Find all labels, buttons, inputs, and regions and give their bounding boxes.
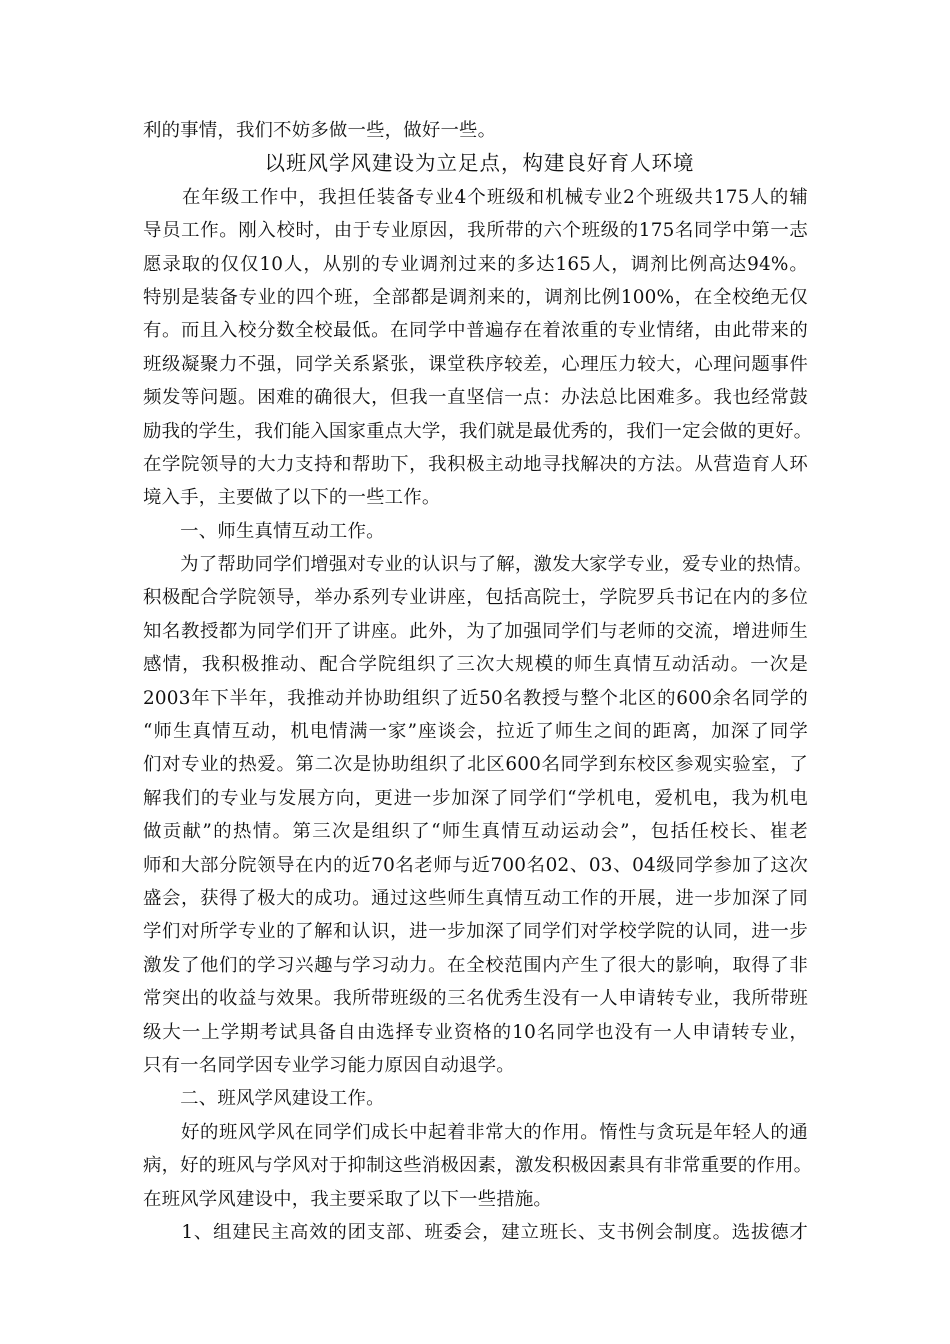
text-line: 愿录取的仅仅10人，从别的专业调剂过来的多达165人，调剂比例高达94%。 — [143, 253, 808, 275]
paragraph-measure-1 — [143, 1216, 808, 1249]
paragraph-teacher-student — [143, 548, 813, 1082]
text-line: 师和大部分院领导在内的近70名老师与近700名02、03、04级同学参加了这次 — [143, 854, 808, 876]
text-line: 特别是装备专业的四个班，全部都是调剂来的，调剂比例100%，在全校绝无仅 — [143, 286, 808, 308]
text-line: 病，好的班风与学风对于抑制这些消极因素，激发积极因素具有非常重要的作用。 — [143, 1155, 813, 1177]
text-line: 班级凝聚力不强，同学关系紧张，课堂秩序较差，心理压力较大，心理问题事件 — [143, 353, 808, 375]
lead-line: 利的事情，我们不妨多做一些，做好一些。 — [143, 120, 497, 141]
text-line: 只有一名同学因专业学习能力原因自动退学。 — [143, 1054, 515, 1076]
text-line: 在年级工作中，我担任装备专业4个班级和机械专业2个班级共175人的辅 — [143, 186, 808, 208]
text-line: 境入手，主要做了以下的一些工作。 — [143, 487, 441, 509]
text-line: 积极配合学院领导，举办系列专业讲座，包括高院士，学院罗兵书记在内的多位 — [143, 587, 808, 609]
text-line: 为了帮助同学们增强对专业的认识与了解，激发大家学专业，爱专业的热情。 — [143, 554, 813, 576]
text-line: 感情，我积极推动、配合学院组织了三次大规模的师生真情互动活动。一次是 — [143, 654, 808, 676]
text-line: 解我们的专业与发展方向，更进一步加深了同学们“学机电，爱机电，我为机电 — [143, 787, 808, 809]
text-line: 2003年下半年，我推动并协助组织了近50名教授与整个北区的600余名同学的 — [143, 687, 808, 709]
text-line: 们对专业的热爱。第二次是协助组织了北区600名同学到东校区参观实验室，了 — [143, 754, 808, 776]
text-line: 常突出的收益与效果。我所带班级的三名优秀生没有一人申请转专业，我所带班 — [143, 988, 808, 1010]
text-line: 在学院领导的大力支持和帮助下，我积极主动地寻找解决的方法。从营造育人环 — [143, 453, 808, 475]
text-line: 级大一上学期考试具备自由选择专业资格的10名同学也没有一人申请转专业， — [143, 1021, 808, 1043]
section-heading-2: 二、班风学风建设工作。 — [143, 1088, 385, 1110]
text-line: 有。而且入校分数全校最低。在同学中普遍存在着浓重的专业情绪，由此带来的 — [143, 320, 808, 342]
paragraph-intro — [143, 181, 813, 515]
document-page — [143, 114, 813, 1249]
text-line: 做贡献”的热情。第三次是组织了“师生真情互动运动会”，包括任校长、崔老 — [143, 821, 808, 843]
text-line: 盛会，获得了极大的成功。通过这些师生真情互动工作的开展，进一步加深了同 — [143, 887, 808, 909]
text-line: 频发等问题。困难的确很大，但我一直坚信一点：办法总比困难多。我也经常鼓 — [143, 387, 808, 409]
text-line: 学们对所学专业的了解和认识，进一步加深了同学们对学校学院的认同，进一步 — [143, 921, 808, 943]
text-line: 励我的学生，我们能入国家重点大学，我们就是最优秀的，我们一定会做的更好。 — [143, 420, 813, 442]
text-line: 知名教授都为同学们开了讲座。此外，为了加强同学们与老师的交流，增进师生 — [143, 620, 808, 642]
text-line: 导员工作。刚入校时，由于专业原因，我所带的六个班级的175名同学中第一志 — [143, 220, 808, 242]
text-line: 激发了他们的学习兴趣与学习动力。在全校范围内产生了很大的影响，取得了非 — [143, 954, 808, 976]
paragraph-class-style — [143, 1116, 813, 1216]
text-line: “师生真情互动，机电情满一家”座谈会，拉近了师生之间的距离，加深了同学 — [143, 721, 808, 743]
text-line: 1、组建民主高效的团支部、班委会，建立班长、支书例会制度。选拔德才 — [143, 1221, 808, 1243]
section-heading-1: 一、师生真情互动工作。 — [143, 520, 385, 542]
text-line: 在班风学风建设中，我主要采取了以下一些措施。 — [143, 1188, 552, 1210]
document-title: 以班风学风建设为立足点，构建良好育人环境 — [264, 151, 695, 176]
text-line: 好的班风学风在同学们成长中起着非常大的作用。惰性与贪玩是年轻人的通 — [143, 1121, 808, 1143]
